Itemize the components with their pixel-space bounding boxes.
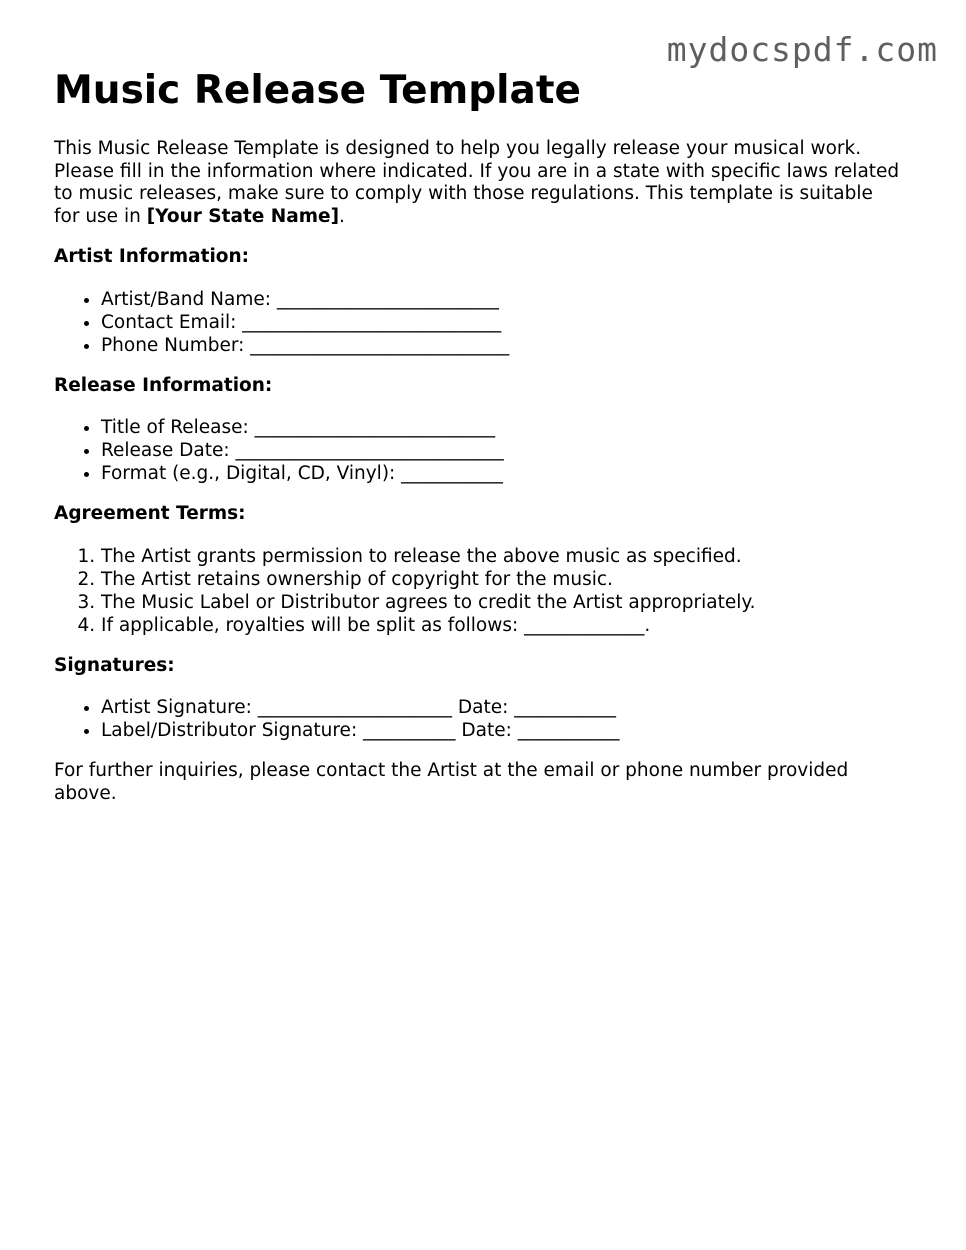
list-item: • Label/Distributor Signature: __________ Date: ___________: [101, 719, 904, 742]
agreement-terms-list: [54, 545, 904, 637]
list-item: • Title of Release: __________________________: [101, 416, 904, 439]
list-item: • Artist Signature: _____________________ Date: ___________: [101, 696, 904, 719]
signatures-list: [54, 696, 904, 742]
signatures-heading: Signatures:: [54, 654, 175, 676]
page-title: Music Release Template: [54, 68, 581, 113]
release-info-heading: Release Information:: [54, 374, 273, 396]
closing-paragraph: For further inquiries, please contact the Artist at the email or phone number provided above.: [54, 760, 849, 804]
agreement-terms-heading: Agreement Terms:: [54, 503, 246, 524]
document-body: [54, 66, 904, 805]
list-item: • Phone Number: ____________________________: [101, 334, 904, 357]
release-info-list: [54, 416, 904, 485]
intro-text: This Music Release Template is designed to help you legally release your musical work. Please fill in the information where indicated. If you are in a state with specific laws related to music releases, make sure to comply with those regulations. This template is suitable for use in: [54, 138, 900, 227]
intro-paragraph: [54, 138, 904, 228]
artist-info-list: [54, 288, 904, 357]
list-item: • Artist/Band Name: ________________________: [101, 288, 904, 311]
artist-info-heading: Artist Information:: [54, 246, 250, 267]
intro-end: .: [339, 205, 345, 227]
watermark: mydocspdf.com: [666, 30, 938, 69]
list-item: 1. The Artist grants permission to release the above music as specified.: [101, 545, 904, 568]
list-item: • Contact Email: ____________________________: [101, 311, 904, 334]
state-placeholder: [Your State Name]: [146, 205, 340, 227]
list-item: 3. The Music Label or Distributor agrees to credit the Artist appropriately.: [101, 591, 904, 614]
list-item: • Release Date: _____________________________: [101, 439, 904, 462]
list-item: 2. The Artist retains ownership of copyright for the music.: [101, 568, 904, 591]
list-item: 4. If applicable, royalties will be split as follows: _____________.: [101, 614, 904, 637]
list-item: • Format (e.g., Digital, CD, Vinyl): ___________: [101, 462, 904, 485]
